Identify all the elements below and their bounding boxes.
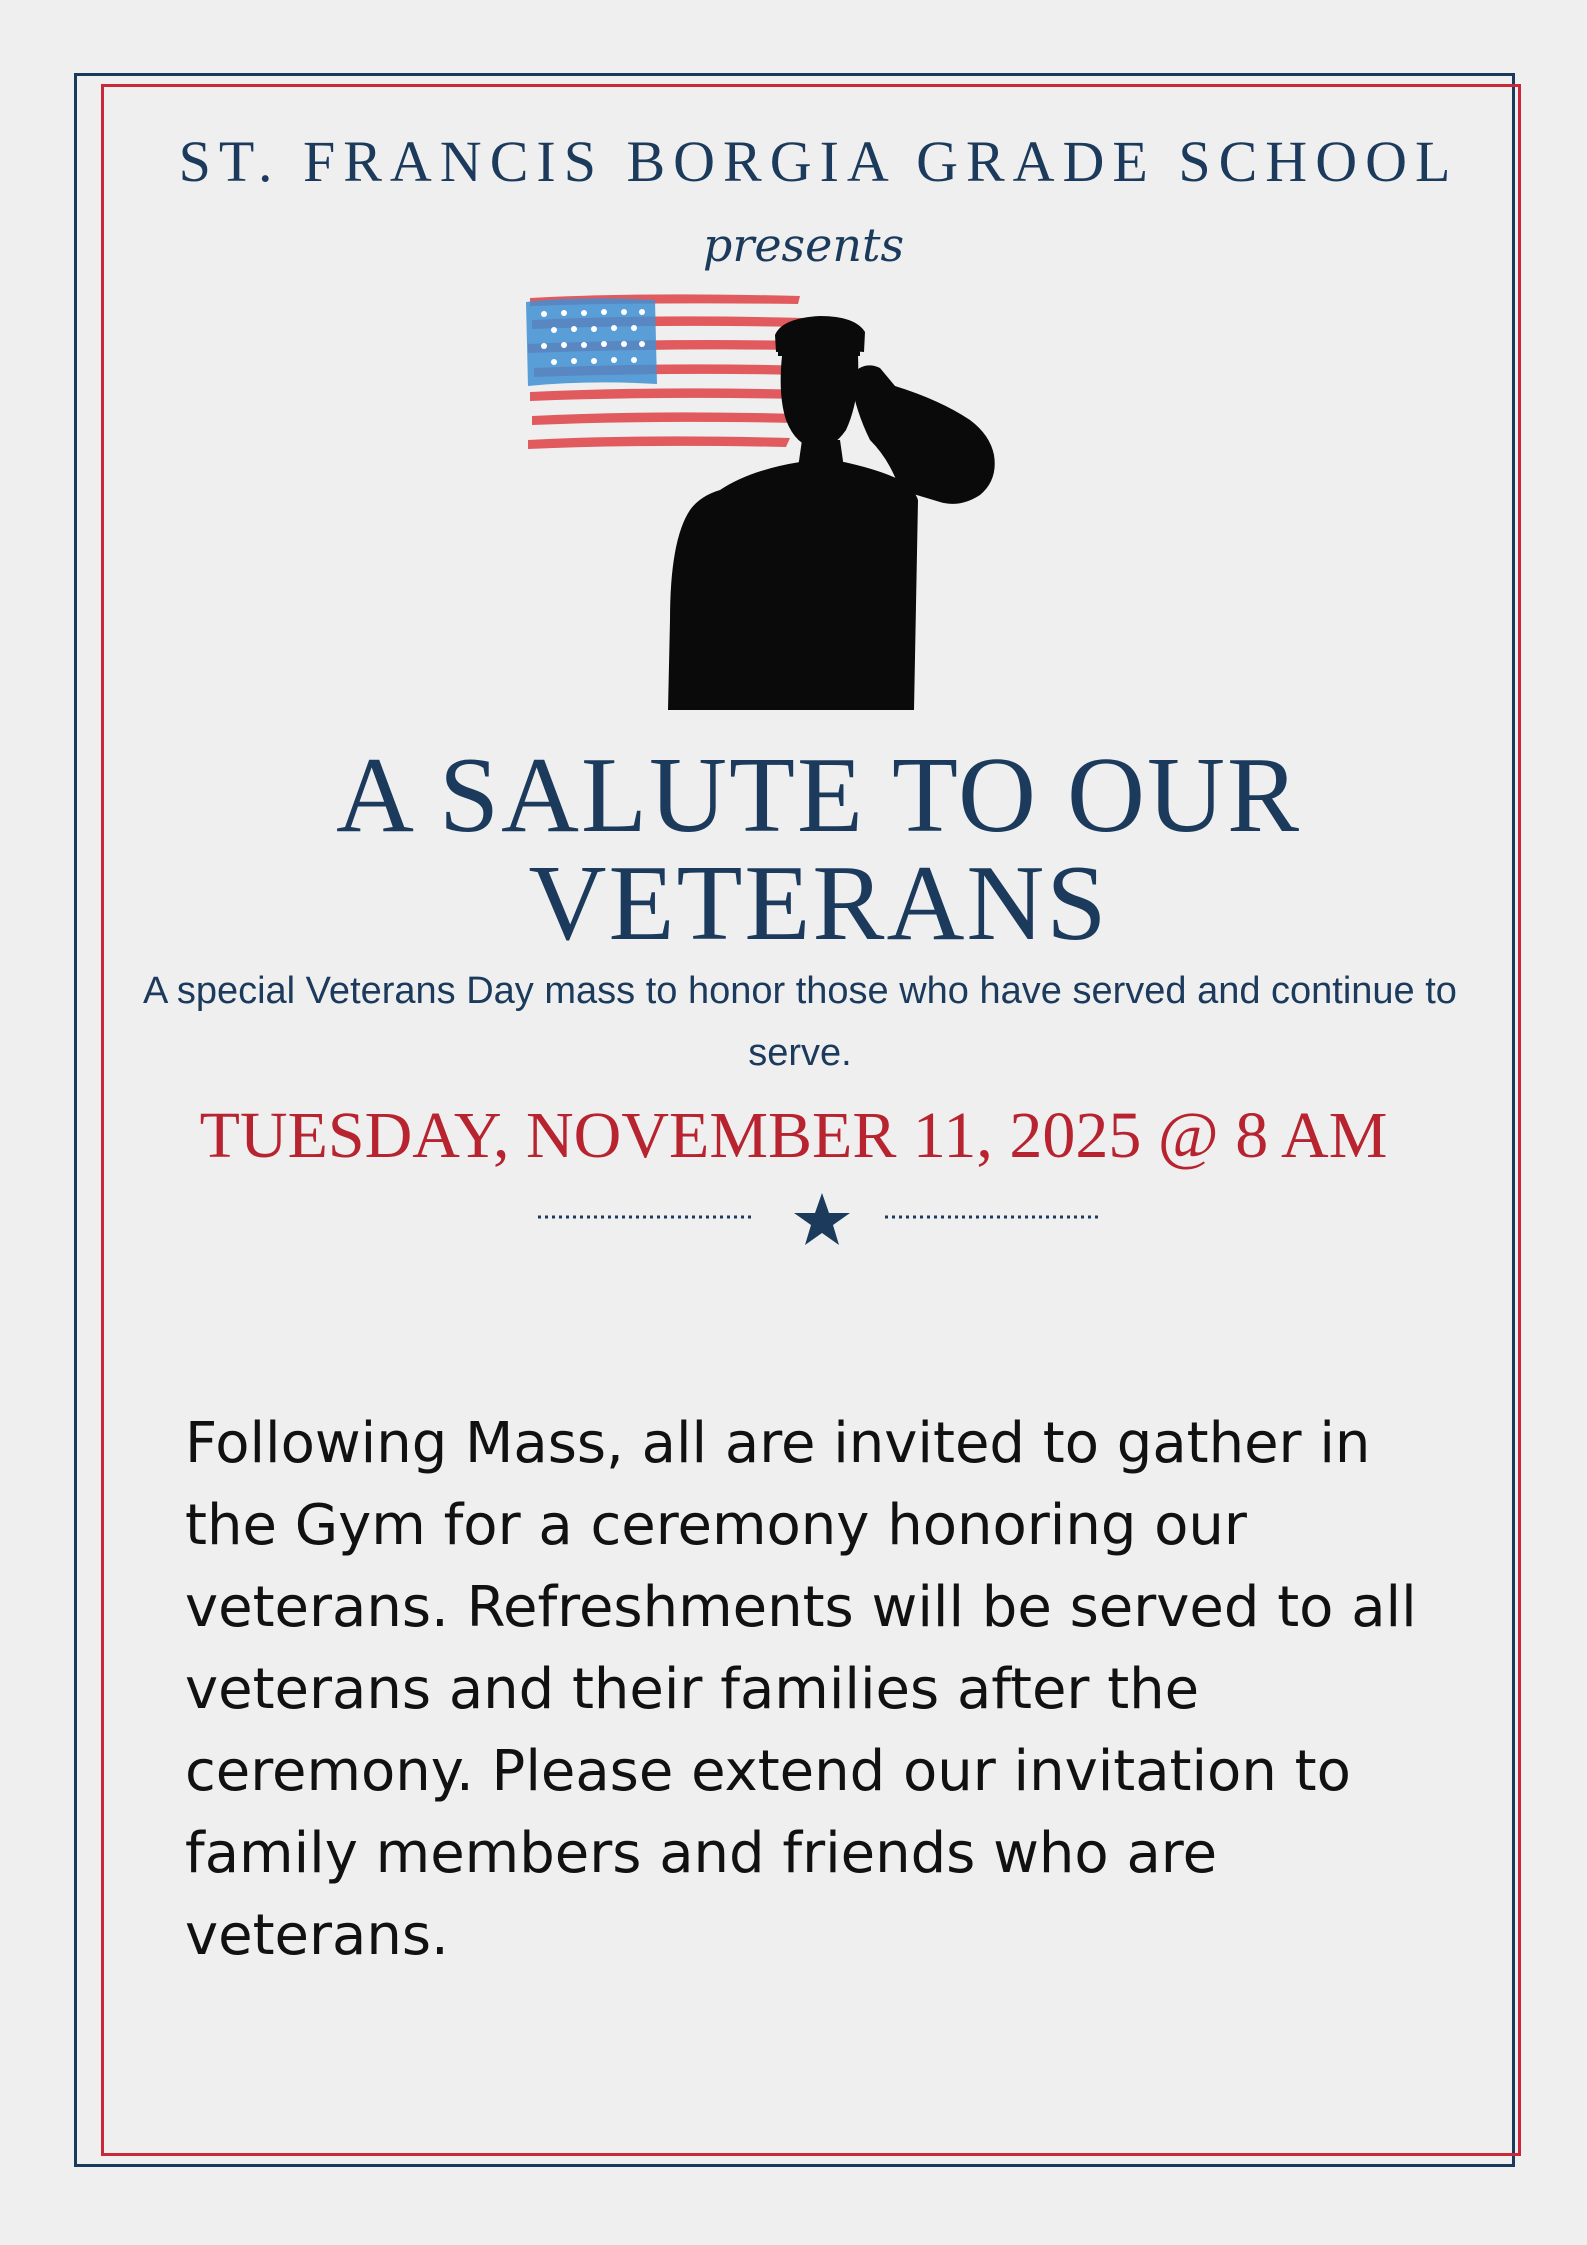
- saluting-soldier-icon: [668, 316, 995, 710]
- presents-text: presents: [702, 218, 905, 272]
- event-title: [0, 736, 1587, 963]
- event-details-paragraph: Following Mass, all are invited to gather in the Gym for a ceremony honoring our veterans. Refreshments will be served to all veterans and their families after the ceremony. Please extend our invitation to family members and friends who are veterans.: [185, 1411, 1417, 1968]
- event-subtitle: A special Veterans Day mass to honor those who have served and continue to serve.: [143, 970, 1457, 1074]
- event-date: TUESDAY, NOVEMBER 11, 2025 @ 8 AM: [199, 1099, 1388, 1172]
- hero-illustration: [520, 290, 1060, 720]
- star-divider: [535, 1185, 1105, 1245]
- us-flag-icon: [526, 294, 810, 449]
- event-title-line2: VETERANS: [528, 844, 1109, 963]
- event-title-line1: A SALUTE TO OUR: [335, 736, 1302, 855]
- school-name: ST. FRANCIS BORGIA GRADE SCHOOL: [178, 129, 1459, 194]
- star-icon: [794, 1193, 850, 1245]
